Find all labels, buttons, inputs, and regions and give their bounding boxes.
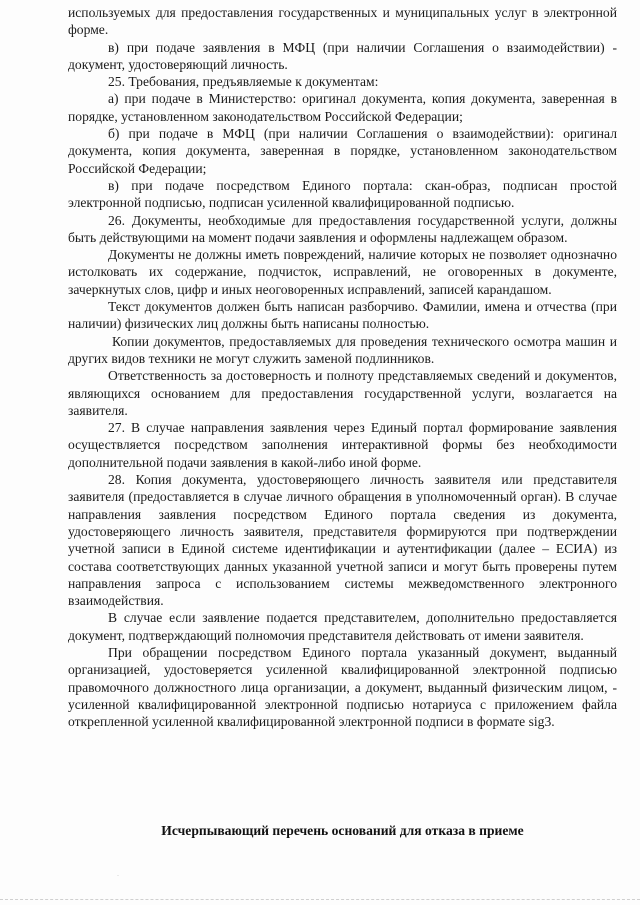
paragraph-28: 28. Копия документа, удостоверяющего личность заявителя или представителя заявителя (предоставляется в случае личного обращения в уполномоченный орган). В случае направления заявления посредством Единого портала сведения из документа, удостоверяющего личность заявителя, представителя формируются при подтверждении учетной записи в Единой системе идентификации и аутентификации (далее – ЕСИА) из состава соответствующих данных указанной учетной записи и могут быть проверены путем направления запроса с использованием системы межведомственного электронного взаимодействия. [68, 472, 617, 609]
paragraph-27: 27. В случае направления заявления через Единый портал формирование заявления осуществляется посредством заполнения интерактивной формы без необходимости дополнительной подачи заявления в какой-либо иной форме. [68, 420, 617, 470]
paragraph-25-a: а) при подаче в Министерство: оригинал документа, копия документа, заверенная в порядке, установленном законодательством Российской Федерации; [68, 91, 617, 124]
paragraph-copies: Копии документов, предоставляемых для проведения технического осмотра машин и других видов техники не могут служить заменой подлинников. [68, 333, 617, 366]
page-bottom-edge [0, 899, 640, 901]
section-heading: Исчерпывающий перечень оснований для отказа в приеме [161, 823, 524, 838]
paragraph-continuation: используемых для предоставления государственных и муниципальных услуг в электронной форме. [68, 5, 617, 38]
document-body [68, 4, 617, 730]
paragraph-responsibility: Ответственность за достоверность и полноту представляемых сведений и документов, являющихся основанием для предоставления государственной услуги, возлагается на заявителя. [68, 368, 617, 418]
paragraph-26: 26. Документы, необходимые для предоставления государственной услуги, должны быть действующими на момент подачи заявления и оформлены надлежащем образом. [68, 212, 617, 245]
paragraph-legible: Текст документов должен быть написан разборчиво. Фамилии, имена и отчества (при наличии) физических лиц должны быть написаны полностью. [68, 299, 617, 332]
paragraph-no-damage: Документы не должны иметь повреждений, наличие которых не позволяет однозначно истолковать их содержание, подчисток, исправлений, не оговоренных в документе, зачеркнутых слов, цифр и иных неоговоренных исправлений, записей карандашом. [68, 247, 617, 297]
paragraph-25-heading: 25. Требования, предъявляемые к документам: [108, 74, 379, 90]
scan-artifact: · [117, 873, 119, 879]
paragraph-mfc-identity: в) при подаче заявления в МФЦ (при наличии Соглашения о взаимодействии) - документ, удостоверяющий личность. [68, 39, 617, 72]
paragraph-representative: В случае если заявление подается представителем, дополнительно предоставляется документ, подтверждающий полномочия представителя действовать от имени заявителя. [68, 610, 617, 643]
paragraph-portal-signature: При обращении посредством Единого портала указанный документ, выданный организацией, удостоверяется усиленной квалифицированной электронной подписью правомочного должностного лица организации, а документ, выданный физическим лицом, - усиленной квалифицированной электронной подписью нотариуса с приложением файла открепленной усиленной квалифицированной электронной подписи в формате sig3. [68, 644, 617, 730]
paragraph-25-b: б) при подаче в МФЦ (при наличии Соглашения о взаимодействии): оригинал документа, копия документа, заверенная в порядке, установленном законодательством Российской Федерации; [68, 126, 617, 176]
paragraph-25-v: в) при подаче посредством Единого портала: скан-образ, подписан простой электронной подписью, подписан усиленной квалифицированной подписью. [68, 177, 617, 211]
